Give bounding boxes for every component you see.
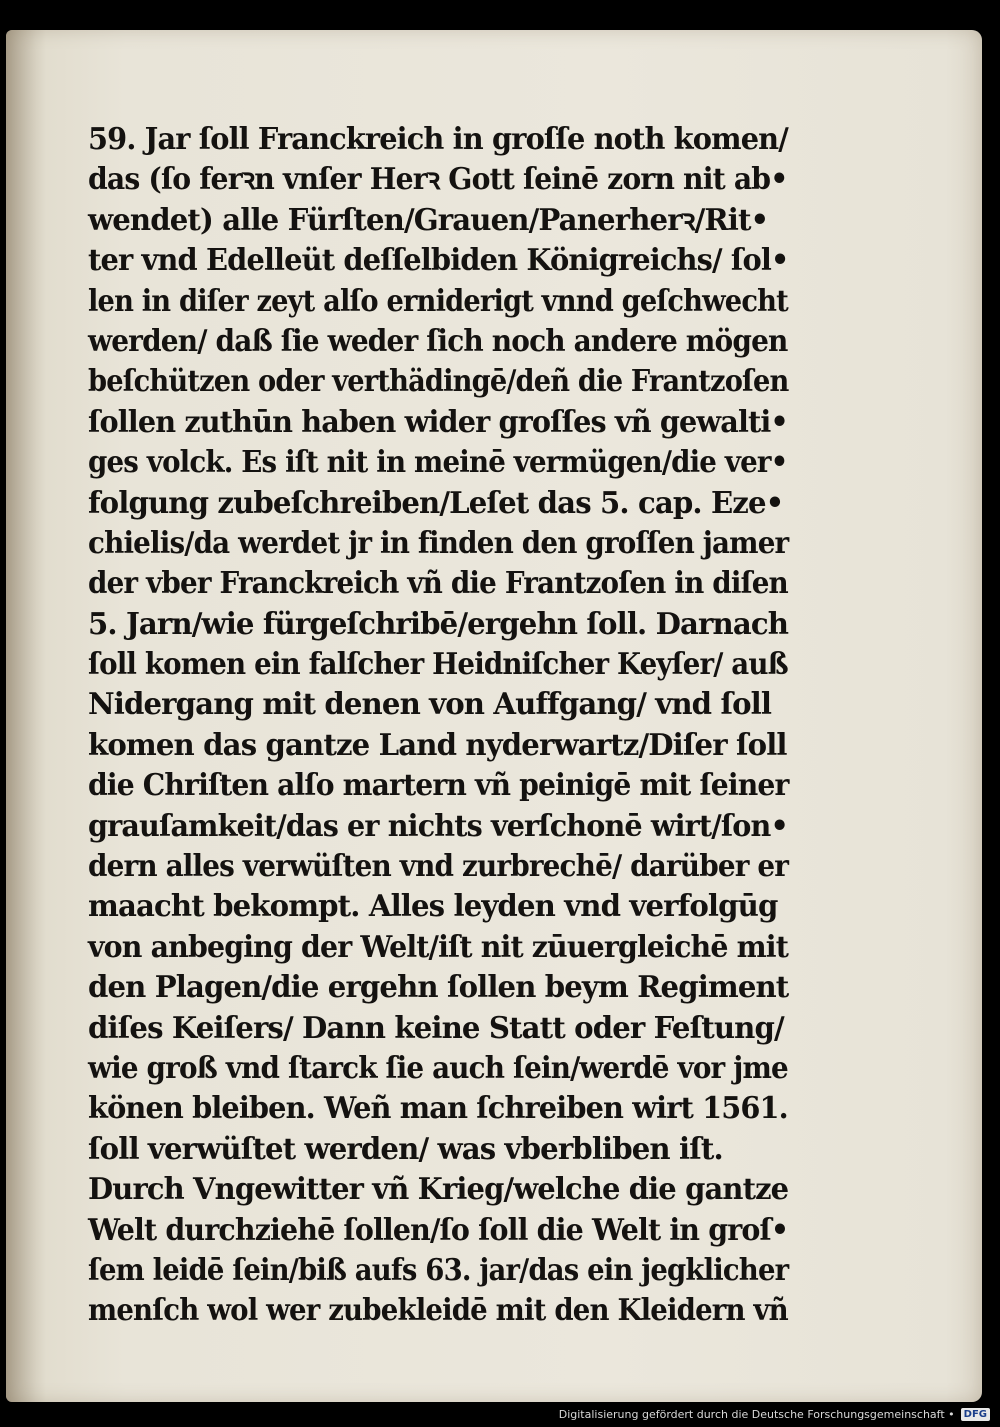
- text-line: ſoll verwüſtet werden/ was vberbliben iſt.: [88, 1131, 723, 1167]
- text-line: beſchützen oder verthädingē/deñ die Frantzoſen: [88, 364, 789, 400]
- book-page: [6, 30, 982, 1402]
- text-line: 59. Jar ſoll Franckreich in groſſe noth komen/: [88, 122, 788, 157]
- text-line: werden/ daß ſie weder ſich noch andere mögen: [88, 323, 788, 359]
- text-line: ges volck. Es iſt nit in meinē vermügen/die ver•: [88, 445, 788, 481]
- text-line: wie groß vnd ſtarck ſie auch ſein/werdē vor jme: [88, 1050, 788, 1086]
- text-line: folgung zubeſchreiben/Leſet das 5. cap. Eze•: [88, 485, 784, 521]
- digitization-credit: [559, 1405, 990, 1423]
- text-line: wendet) alle Fürſten/Grauen/Panerherꝛ/Rit•: [88, 202, 769, 238]
- text-line: chielis/da werdet jr in finden den groſſen jamer: [88, 525, 789, 561]
- page-gutter-shadow: [6, 30, 46, 1402]
- text-line: der vber Franckreich vñ die Frantzoſen in diſen: [88, 566, 788, 602]
- text-line: 5. Jarn/wie fürgeſchribē/ergehn ſoll. Darnach: [88, 606, 789, 642]
- text-line: das (ſo ferꝛn vnſer Herꝛ Gott ſeinē zorn nit ab•: [88, 162, 788, 198]
- text-line: ſollen zuthūn haben wider groſſes vñ gewalti•: [88, 404, 788, 440]
- text-line: Durch Vngewitter vñ Krieg/welche die gantze: [88, 1172, 789, 1208]
- text-line: ſem leidē ſein/biß aufs 63. jar/das ein jegklicher: [88, 1252, 789, 1288]
- text-line: die Chriſten alſo martern vñ peinigē mit ſeiner: [88, 768, 789, 804]
- text-line: diſes Keiſers/ Dann keine Statt oder Feſtung/: [88, 1010, 784, 1046]
- text-line: Nidergang mit denen von Auffgang/ vnd ſoll: [88, 687, 772, 723]
- text-line: grauſamkeit/das er nichts verſchonē wirt/ſon•: [88, 808, 788, 844]
- credit-text: Digitalisierung gefördert durch die Deutsche Forschungsgemeinschaft •: [558, 1407, 955, 1421]
- text-line: komen das gantze Land nyderwartz/Diſer ſoll: [88, 727, 787, 763]
- blackletter-text-block: [88, 120, 808, 1332]
- text-line: ſoll komen ein falſcher Heidniſcher Keyſer/ auß: [88, 647, 788, 683]
- text-line: maacht bekompt. Alles leyden vnd verfolgūg: [88, 889, 778, 925]
- text-line: len in diſer zeyt alſo erniderigt vnnd geſchwecht: [88, 283, 788, 319]
- text-line: von anbeging der Welt/iſt nit zūuergleichē mit: [88, 929, 789, 965]
- text-line: dern alles verwüſten vnd zurbrechē/ darüber er: [88, 849, 789, 885]
- dfg-logo: DFG: [961, 1408, 990, 1421]
- text-line: könen bleiben. Weñ man ſchreiben wirt 1561.: [88, 1091, 788, 1127]
- text-line: Welt durchziehē ſollen/ſo ſoll die Welt in groſ•: [88, 1212, 789, 1248]
- text-line: den Plagen/die ergehn ſollen beym Regiment: [88, 970, 789, 1006]
- text-line: ter vnd Edelleüt deſſelbiden Königreichs/ ſol•: [88, 243, 789, 279]
- text-line: menſch wol wer zubekleidē mit den Kleidern vñ: [88, 1293, 788, 1329]
